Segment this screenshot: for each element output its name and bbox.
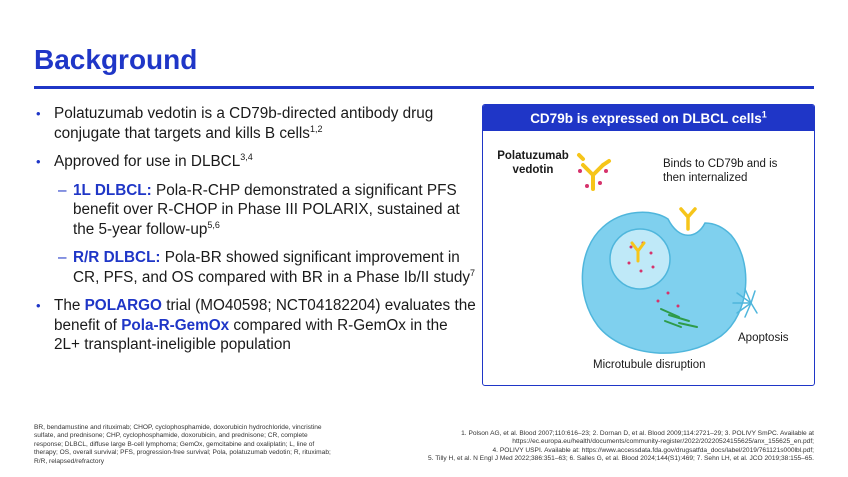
slide-title: Background [34,44,198,75]
bullet-item [36,152,476,172]
b-cell-icon [582,212,745,353]
title-underline [34,86,814,89]
citation-sup: 5,6 [207,219,220,230]
bullet-item [36,296,476,355]
bullet-text-post: compared with R-GemOx in the 2L+ transplant-ineligible population [54,316,448,353]
reference-line: https://ec.europa.eu/health/documents/community-register/2022/20220524155625/anx_155625_en.pdf; [512,438,814,446]
dash-icon: – [58,249,67,266]
sub-bullet-text [73,181,476,240]
citation-sup: 3,4 [240,151,253,162]
bullet-text [54,104,476,143]
mechanism-panel [482,104,815,386]
sub-bullet-label: R/R DLBCL: [73,249,161,266]
bullet-list [36,104,476,364]
citation-sup: 1 [761,109,767,120]
bullet-text-pre: The [54,297,85,314]
apoptosis-label: Apoptosis [738,332,789,344]
bullet-text-body: Polatuzumab vedotin is a CD79b-directed antibody drug conjugate that targets and kills B cells [54,105,434,142]
bullet-dot-icon: • [36,154,41,169]
reference-line: 4. POLIVY USPI. Available at: https://www.accessdata.fda.gov/drugsatfda_docs/label/2019/761121s000lbl.pdf; [492,446,814,454]
regimen-name: Pola-R-GemOx [121,316,230,334]
bullet-text-mid: trial (MO40598; NCT04182204) evaluates the benefit of [54,297,476,334]
microtubule-label: Microtubule disruption [593,359,706,371]
sub-bullet-label: 1L DLBCL: [73,181,152,199]
endosome-icon [610,229,670,289]
citation-sup: 7 [470,267,476,278]
bullet-text [54,296,476,355]
sub-bullet-item [58,248,476,287]
bullet-item [36,104,476,143]
panel-title-text: CD79b is expressed on DLBCL cells [530,111,762,126]
sub-bullet-item [58,181,476,240]
panel-title [483,105,814,131]
sub-bullet-body: Pola-R-CHP demonstrated a significant PFS benefit over R-CHOP in Phase III POLARIX, sustained at the 5-year follow-up [73,181,460,238]
binding-label-line1: Binds to CD79b and is [663,158,778,170]
trial-name: POLARGO [84,297,162,314]
binding-label-line2: then internalized [663,172,748,184]
bound-adc-icon [681,209,695,229]
references-footnote [394,430,814,464]
drug-label-line2: vedotin [512,164,554,176]
drug-label [493,149,573,177]
sub-bullet-text [73,248,476,287]
reference-line: 1. Polson AG, et al. Blood 2007;110:616–23; 2. Dornan D, et al. Blood 2009;114:2721–29; 3. POLIVY SmPC. Available at [461,430,814,437]
binding-label [663,157,777,185]
bullet-text [54,152,253,172]
drug-label-line1: Polatuzumab [497,150,569,162]
citation-sup: 1,2 [309,123,323,134]
dash-icon: – [58,181,67,199]
reference-line: 5. Tilly H, et al. N Engl J Med 2022;386:351–63; 6. Salles G, et al. Blood 2024;144(S1):469; 7. Sehn LH, et al. JCO 2019;38:155–65. [428,455,814,463]
bullet-dot-icon: • [36,106,41,121]
abbreviations-footnote: BR, bendamustine and rituximab; CHOP, cyclophosphamide, doxorubicin hydrochloride, vincristine sulfate, and prednisone; CHP, cyclophosphamide, doxorubicin, and prednisone; CR, complete response; DLBCL, diffuse large B-cell lymphoma; GemOx, gemcitabine and oxaliplatin; L, line of therapy; OS, overall survival; PFS, progression-free survival; Pola, polatuzumab vedotin; R, rituximab; R/R, relapsed/refractory [34,424,331,465]
bullet-dot-icon: • [36,298,41,313]
sub-bullet-body: Pola-BR showed significant improvement in CR, PFS, and OS compared with BR in a Phase Ib/II study [73,249,471,286]
bullet-text-body: Approved for use in DLBCL [54,153,241,170]
